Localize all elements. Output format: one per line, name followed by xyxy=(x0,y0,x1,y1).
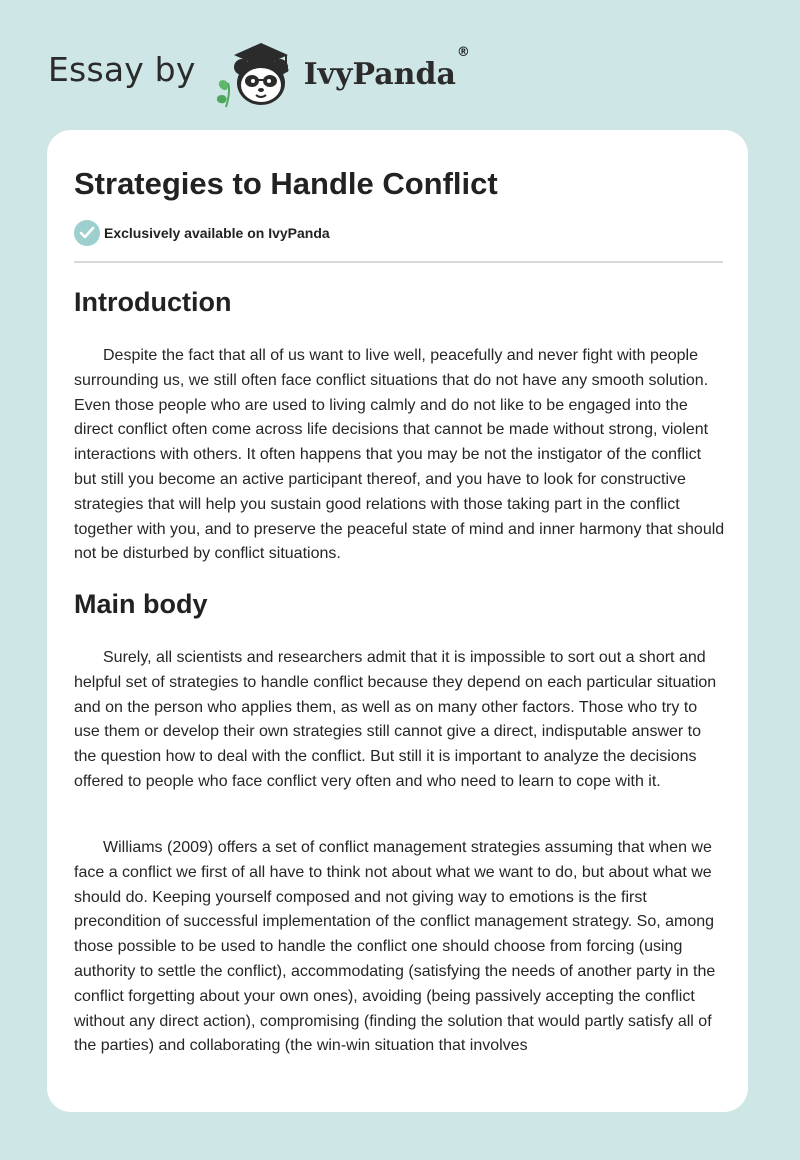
title-divider xyxy=(74,261,723,263)
check-circle-icon xyxy=(74,220,100,246)
site-logo[interactable] xyxy=(48,36,470,110)
section-heading-main-body: Main body xyxy=(74,589,208,619)
exclusive-badge xyxy=(74,220,330,246)
exclusive-badge-text: Exclusively available on IvyPanda xyxy=(104,225,330,241)
panda-graduate-icon xyxy=(212,37,300,109)
paragraph-introduction-1: Despite the fact that all of us want to live well, peacefully and never fight with people surrounding us, we still often face conflict situations that do not have any smooth solution. Even those people who are used to living calmly and do not like to be engaged into the direct conflict often come across life decisions that cannot be made without strong, violent interactions with others. It often happens that you may be not the instigator of the conflict but still you become an active participant thereof, and you have to look for constructive strategies that will help you sustain good relations with those taking part in the conflict together with you, and to preserve the peaceful state of mind and inner harmony that should not be disturbed by conflict situations. xyxy=(74,347,725,563)
paragraph-main-body-1: Surely, all scientists and researchers admit that it is impossible to sort out a short and helpful set of strategies to handle conflict because they depend on each particular situation and on the person who applies them, as well as on many other factors. Those who try to use them or develop their own strategies still cannot give a direct, indisputable answer to the question how to deal with the conflict. But still it is important to analyze the decisions offered to people who face conflict very often and who need to learn to cope with it. xyxy=(74,649,717,790)
essay-title: Strategies to Handle Conflict xyxy=(74,166,498,201)
registered-mark: ® xyxy=(456,44,470,60)
brand-prefix: Essay by xyxy=(48,49,196,89)
essay-card xyxy=(47,130,748,1112)
brand-name: IvyPanda® xyxy=(303,44,470,92)
section-heading-introduction: Introduction xyxy=(74,287,232,317)
paragraph-main-body-2: Williams (2009) offers a set of conflict management strategies assuming that when we face a conflict we first of all have to think not about what we want to do, but about what we should do. Keeping yourself composed and not giving way to emotions is the first precondition of successful implementation of the conflict management strategy. So, among those possible to be used to handle the conflict one should choose from forcing (using authority to settle the conflict), accommodating (satisfying the needs of another party in the conflict forgetting about your own ones), avoiding (being passively accepting the conflict without any direct action), compromising (finding the solution that would partly satisfy all of the parties) and collaborating (the win-win situation that involves xyxy=(74,839,716,1055)
